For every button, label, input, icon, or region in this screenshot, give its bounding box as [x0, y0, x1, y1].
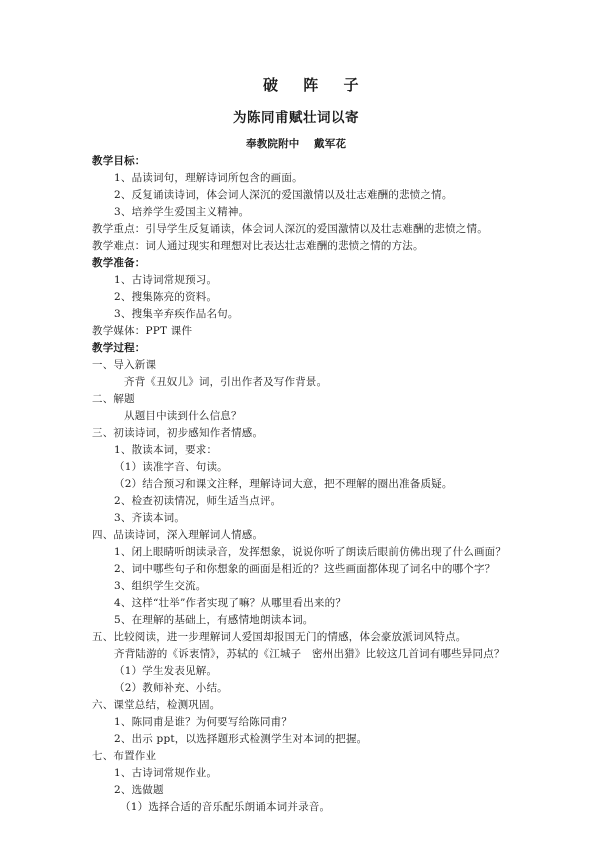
difficulty-line: 教学难点：词人通过现实和理想对比表达壮志难酬的悲愤之情的方法。 — [92, 240, 424, 252]
process-step-text: 1、闭上眼睛听朗读录音，发挥想象，说说你听了朗读后眼前仿佛出现了什么画面？ — [114, 546, 507, 558]
objective-item: 2、反复诵读诗词，体会词人深沉的爱国激情以及壮志难酬的悲愤之情。 — [114, 189, 453, 201]
media-line: 教学媒体：PPT 课件 — [92, 325, 193, 337]
process-step-text: 1、散读本词，要求： — [114, 444, 218, 456]
process-step-heading: 七、布置作业 — [92, 750, 157, 762]
process-step-text: 从题目中读到什么信息？ — [124, 410, 242, 422]
process-step-text: 2、出示 ppt，以选择题形式检测学生对本词的把握。 — [114, 733, 368, 745]
preparation-item: 2、搜集陈亮的资料。 — [114, 291, 218, 303]
process-step-text: （1）读准字音、句读。 — [114, 461, 228, 473]
process-step-text: 2、选做题 — [114, 784, 164, 796]
document-subtitle: 为陈同甫赋壮词以寄 — [233, 110, 359, 126]
process-step-heading: 三、初读诗词，初步感知作者情感。 — [92, 427, 264, 439]
preparation-item: 1、古诗词常规预习。 — [114, 274, 218, 286]
process-step-text: （1）学生发表见解。 — [114, 665, 218, 677]
process-step-text: 齐背陆游的《诉衷情》，苏轼的《江城子 密州出猎》比较这几首词有哪些异同点？ — [114, 648, 505, 660]
process-step-heading: 六、课堂总结，检测巩固。 — [92, 699, 221, 711]
section-heading-process: 教学过程： — [92, 342, 146, 354]
process-step-text: 2、词中哪些句子和你想象的画面是相近的？这些画面都体现了词名中的哪个字？ — [114, 563, 496, 575]
process-step-text: （2）教师补充、小结。 — [114, 682, 228, 694]
objective-item: 1、品读词句，理解诗词所包含的画面。 — [114, 172, 303, 184]
objective-item: 3、培养学生爱国主义精神。 — [114, 206, 250, 218]
key-points-line: 教学重点：引导学生反复诵读，体会词人深沉的爱国激情以及壮志难酬的悲愤之情。 — [92, 223, 488, 235]
process-step-text: 5、在理解的基础上，有感情地朗读本词。 — [114, 614, 314, 626]
process-step-text: 1、陈同甫是谁？为何要写给陈同甫？ — [114, 716, 293, 728]
author-line: 奉教院附中 戴军花 — [246, 138, 347, 150]
section-heading-preparation: 教学准备： — [92, 257, 146, 269]
process-step-text: 齐背《丑奴儿》词，引出作者及写作背景。 — [124, 376, 328, 388]
preparation-item: 3、搜集辛弃疾作品名句。 — [114, 308, 239, 320]
document-title: 破 阵 子 — [263, 76, 369, 94]
process-step-text: 1、古诗词常规作业。 — [114, 767, 218, 779]
process-step-text: 2、检查初读情况，师生适当点评。 — [114, 495, 282, 507]
process-step-text: （2）结合预习和课文注释，理解诗词大意，把不理解的圈出准备质疑。 — [114, 478, 453, 490]
process-step-text: 4、这样“壮举”作者实现了嘛？从哪里看出来的？ — [114, 597, 347, 609]
process-step-heading: 二、解题 — [92, 393, 135, 405]
process-step-heading: 一、导入新课 — [92, 359, 157, 371]
process-step-text: 3、齐读本词。 — [114, 512, 186, 524]
section-heading-objectives: 教学目标： — [92, 155, 146, 167]
process-step-text: （1）选择合适的音乐配乐朗诵本词并录音。 — [120, 801, 331, 813]
process-step-heading: 五、比较阅读，进一步理解词人爱国却报国无门的情感，体会豪放派词风特点。 — [92, 631, 467, 643]
process-step-heading: 四、品读诗词，深入理解词人情感。 — [92, 529, 264, 541]
process-step-text: 3、组织学生交流。 — [114, 580, 207, 592]
